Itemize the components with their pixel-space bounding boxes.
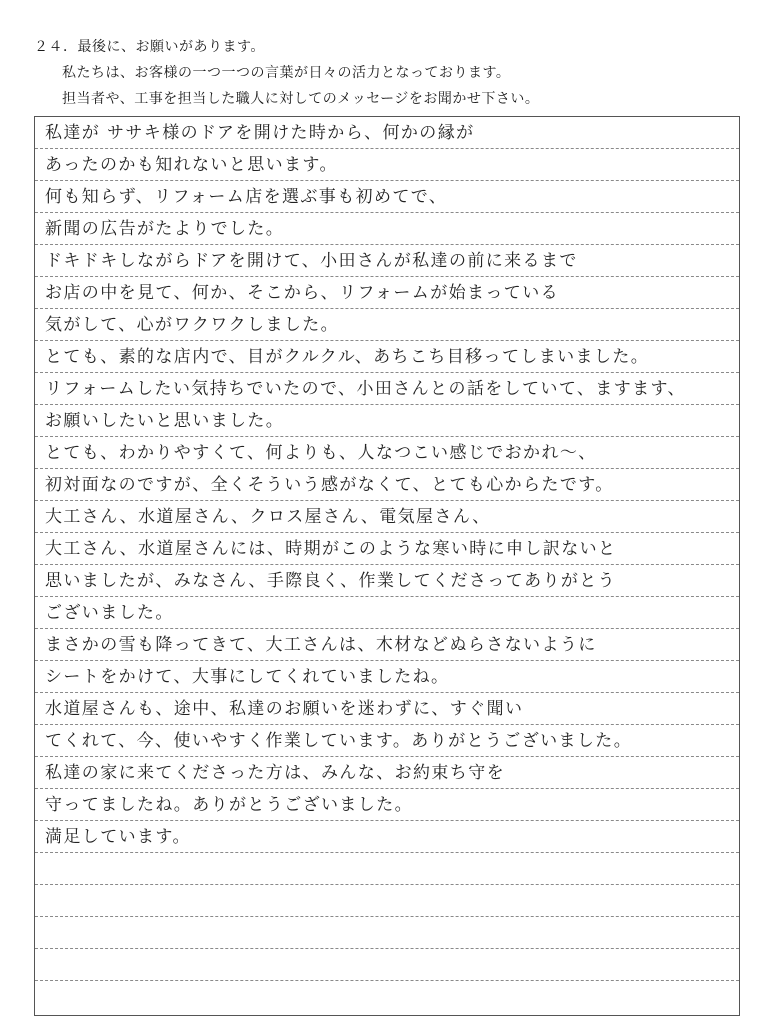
- answer-row: [35, 949, 739, 981]
- handwritten-line: 守ってましたね。ありがとうございました。: [45, 795, 413, 815]
- handwritten-line: 初対面なのですが、全くそういう感がなくて、とても心からたです。: [45, 475, 614, 495]
- answer-row: [35, 885, 739, 917]
- answer-row: [35, 917, 739, 949]
- answer-row: [35, 405, 739, 437]
- handwritten-line: とても、わかりやすくて、何よりも、人なつこい感じでおかれ～、: [45, 443, 597, 463]
- handwritten-line: 何も知らず、リフォーム店を選ぶ事も初めてで、: [45, 187, 448, 207]
- handwritten-line: 大工さん、水道屋さんには、時期がこのような寒い時に申し訳ないと: [45, 539, 617, 559]
- handwritten-line: 大工さん、水道屋さん、クロス屋さん、電気屋さん、: [45, 507, 491, 527]
- answer-row: [35, 629, 739, 661]
- handwritten-line: ございました。: [45, 603, 174, 623]
- handwritten-line: 満足しています。: [45, 827, 191, 847]
- answer-row: [35, 725, 739, 757]
- handwritten-line: お願いしたいと思いました。: [45, 411, 285, 431]
- handwritten-line: 水道屋さんも、途中、私達のお願いを迷わずに、すぐ聞い: [45, 699, 524, 719]
- question-text-line-2: 担当者や、工事を担当した職人に対してのメッセージをお聞かせ下さい。: [62, 91, 540, 107]
- answer-row: [35, 309, 739, 341]
- handwritten-line: ドキドキしながらドアを開けて、小田さんが私達の前に来るまで: [45, 251, 578, 271]
- answer-row: [35, 661, 739, 693]
- handwritten-line: シートをかけて、大事にしてくれていましたね。: [45, 667, 450, 687]
- answer-row: [35, 789, 739, 821]
- answer-row: [35, 821, 739, 853]
- answer-row: [35, 341, 739, 373]
- handwritten-line: まさかの雪も降ってきて、大工さんは、木材などぬらさないように: [45, 635, 597, 655]
- handwritten-line: 私達の家に来てくださった方は、みんな、お約束ち守を: [45, 763, 505, 783]
- question-title: ２４．最後に、お願いがあります。: [34, 39, 265, 55]
- answer-row: [35, 757, 739, 789]
- handwritten-line: リフォームしたい気持ちでいたので、小田さんとの話をしていて、ますます、: [45, 379, 686, 399]
- answer-row: [35, 181, 739, 213]
- handwritten-answer-box: [34, 116, 740, 1016]
- question-header: [34, 34, 734, 112]
- answer-row: [35, 597, 739, 629]
- answer-row: [35, 469, 739, 501]
- answer-row: [35, 981, 739, 1013]
- handwritten-line: 新聞の広告がたよりでした。: [45, 219, 285, 239]
- handwritten-line: 気がして、心がワクワクしました。: [45, 315, 340, 335]
- question-text-line-1: 私たちは、お客様の一つ一つの言葉が日々の活力となっております。: [62, 65, 511, 81]
- answer-row: [35, 437, 739, 469]
- answer-row: [35, 853, 739, 885]
- answer-row: [35, 693, 739, 725]
- handwritten-line: てくれて、今、使いやすく作業しています。ありがとうございました。: [45, 731, 633, 751]
- answer-row: [35, 373, 739, 405]
- handwritten-line: あったのかも知れないと思います。: [45, 155, 338, 175]
- answer-row: [35, 565, 739, 597]
- answer-row: [35, 533, 739, 565]
- answer-row: [35, 117, 739, 149]
- answer-row: [35, 245, 739, 277]
- answer-row: [35, 501, 739, 533]
- handwritten-line: 私達が ササキ様のドアを開けた時から、何かの縁が: [45, 123, 475, 143]
- answer-row: [35, 149, 739, 181]
- answer-row: [35, 277, 739, 309]
- handwritten-line: とても、素的な店内で、目がクルクル、あちこち目移ってしまいました。: [45, 347, 650, 367]
- handwritten-line: お店の中を見て、何か、そこから、リフォームが始まっている: [45, 283, 560, 303]
- handwritten-line: 思いましたが、みなさん、手際良く、作業してくださってありがとう: [45, 571, 617, 591]
- answer-row: [35, 213, 739, 245]
